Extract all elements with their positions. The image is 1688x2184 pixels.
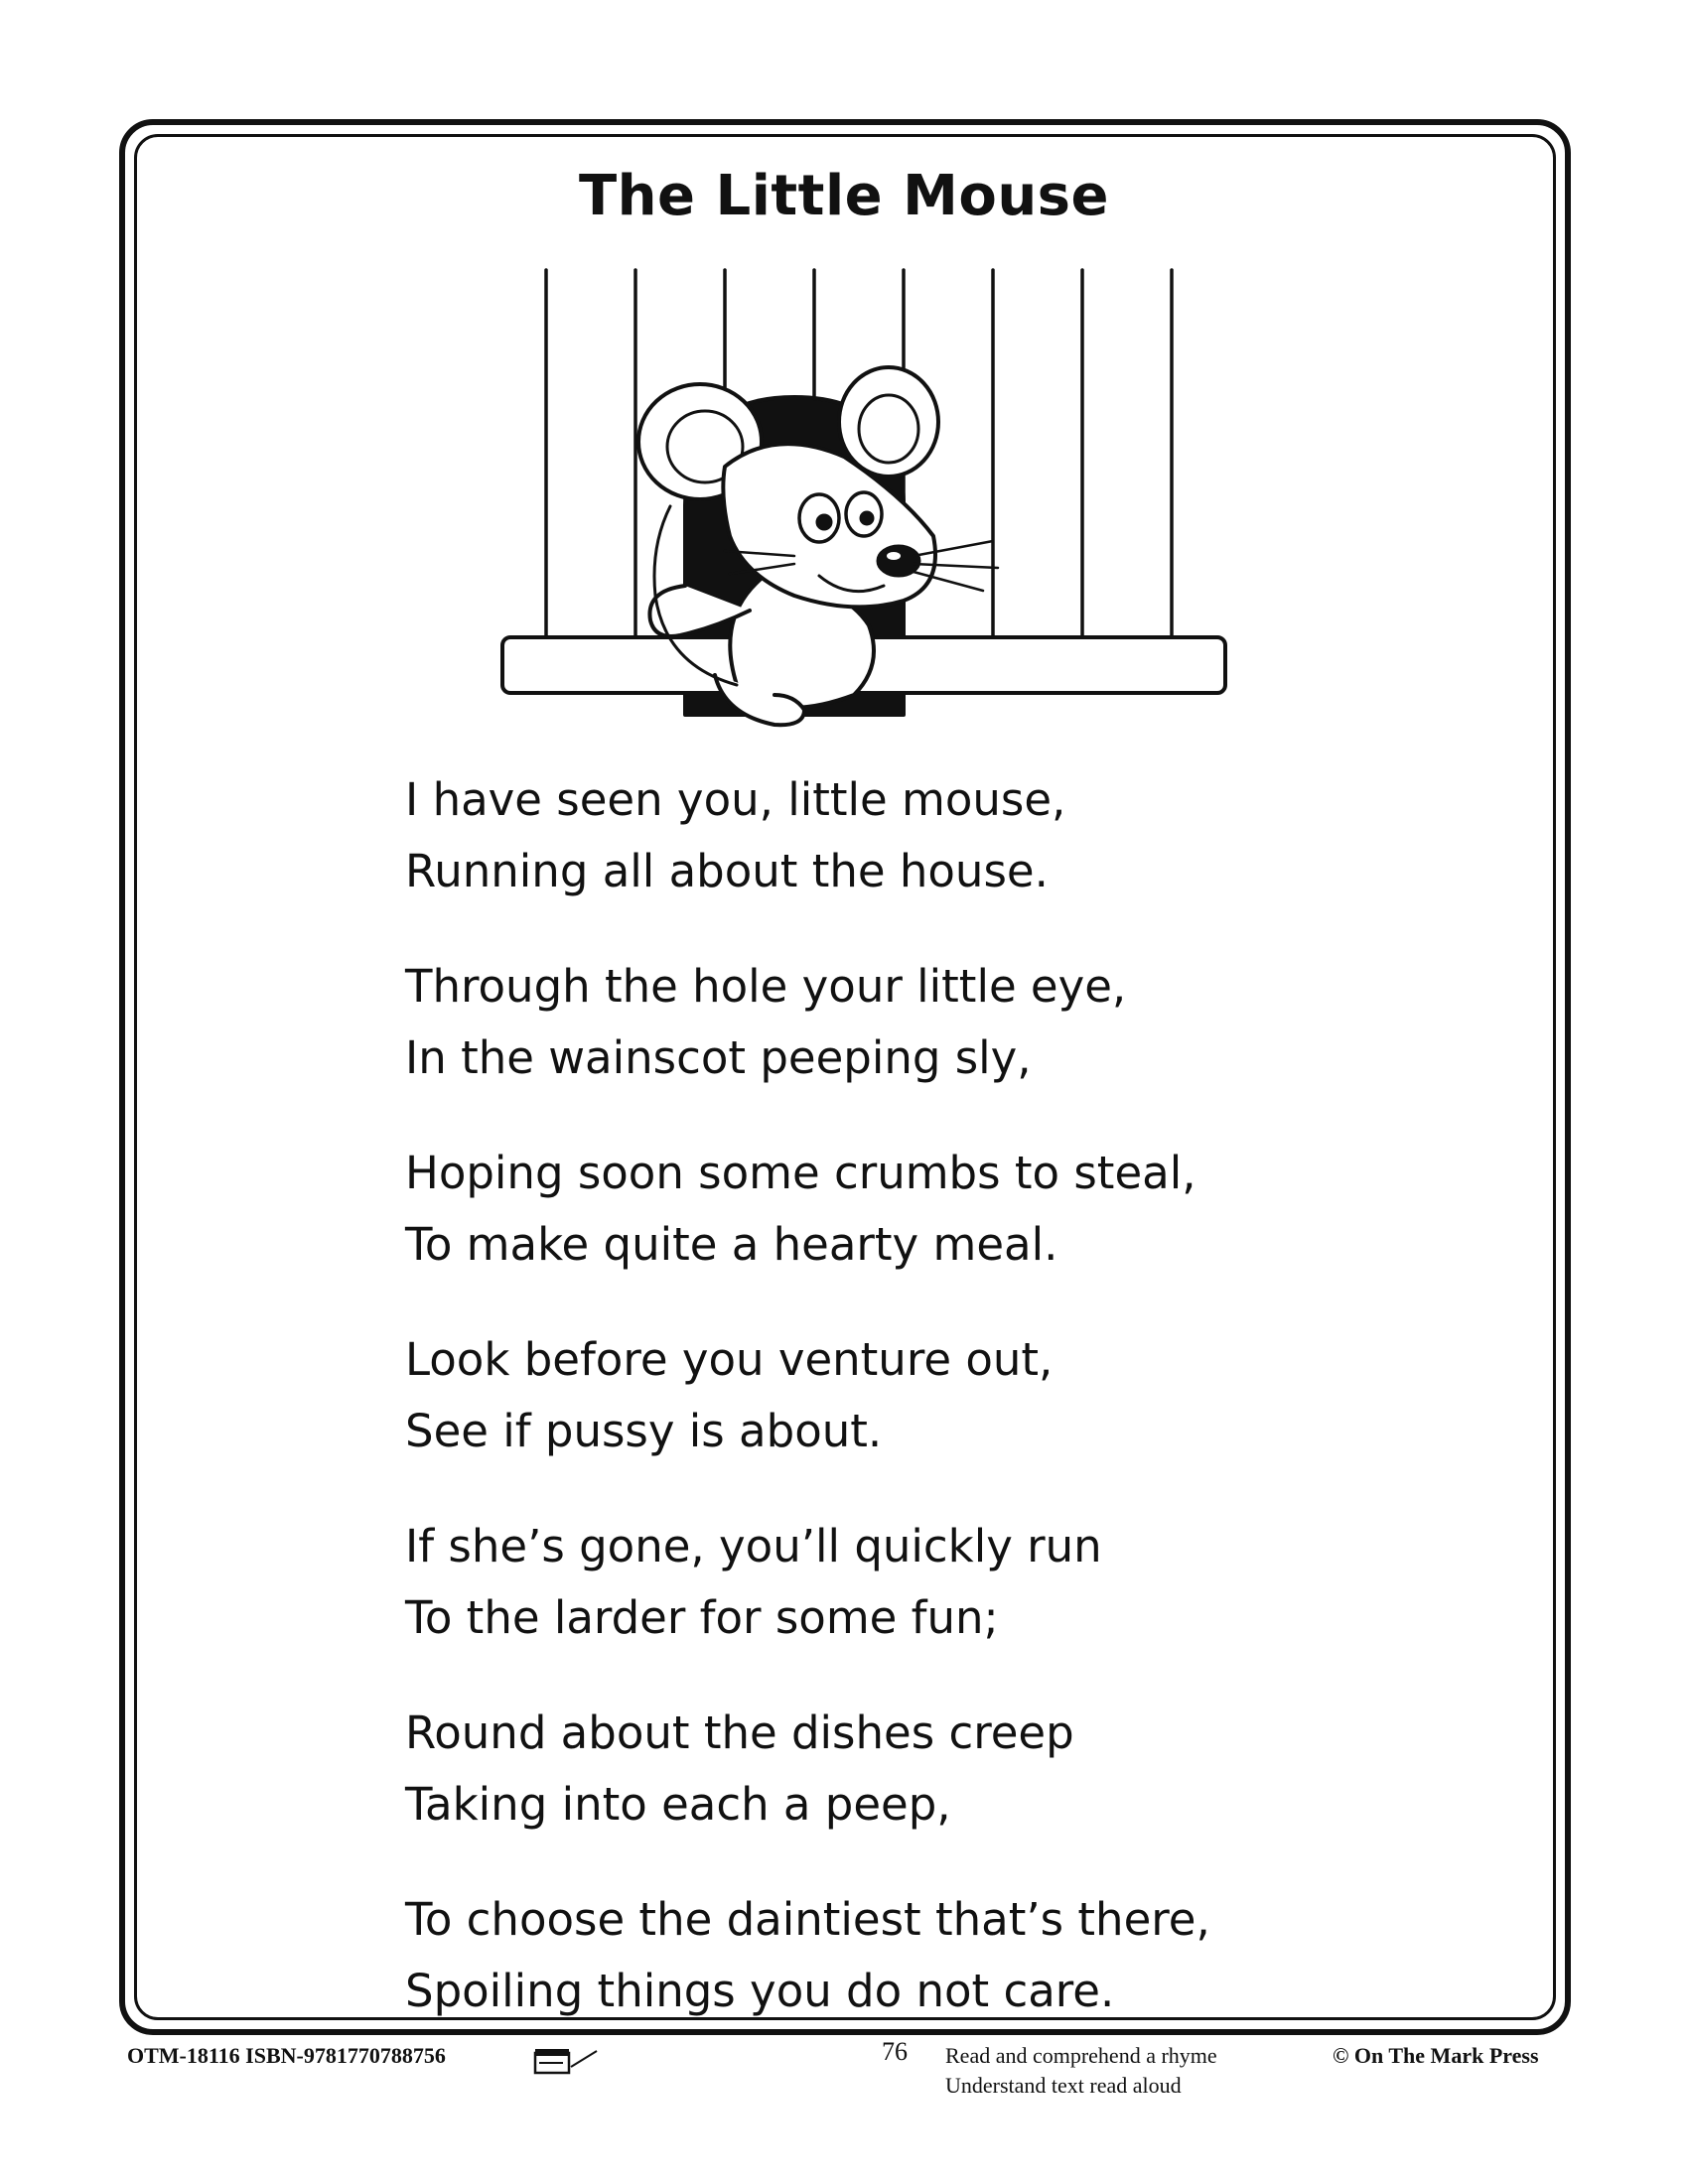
stanza [405, 1698, 1398, 1841]
stanza [405, 764, 1398, 907]
stanza [405, 951, 1398, 1094]
stanza [405, 1511, 1398, 1654]
mouse-illustration [477, 258, 1231, 754]
poem-line: I have seen you, little mouse, [405, 773, 1066, 826]
page-number: 76 [882, 2037, 908, 2066]
objective-understand: Understand text read aloud [945, 2073, 1182, 2098]
poem-line: Through the hole your little eye, [405, 960, 1127, 1013]
footer-product-code: OTM-18116 ISBN-9781770788756 [127, 2043, 446, 2068]
stanza [405, 1884, 1398, 2027]
poem [405, 764, 1398, 2071]
poem-line: Round about the dishes creep [405, 1706, 1074, 1759]
stanza [405, 1138, 1398, 1281]
stanza [405, 1324, 1398, 1467]
poem-line: If she’s gone, you’ll quickly run [405, 1520, 1102, 1572]
poem-line: Look before you venture out, [405, 1333, 1054, 1386]
poem-line: Spoiling things you do not care. [405, 1965, 1115, 2017]
poem-line: To make quite a hearty meal. [405, 1218, 1058, 1271]
poem-line: In the wainscot peeping sly, [405, 1031, 1032, 1084]
footer-copyright: © On The Mark Press [1333, 2043, 1539, 2068]
poem-line: To choose the daintiest that’s there, [405, 1893, 1210, 1946]
poem-line: Running all about the house. [405, 845, 1049, 897]
poem-line: Taking into each a peep, [405, 1778, 951, 1831]
book-icon [533, 2047, 603, 2077]
objective-read: Read and comprehend a rhyme [945, 2043, 1217, 2068]
poem-line: Hoping soon some crumbs to steal, [405, 1147, 1196, 1199]
poem-line: To the larder for some fun; [405, 1591, 999, 1644]
poem-line: See if pussy is about. [405, 1405, 883, 1457]
footer-objectives [945, 2041, 1217, 2101]
page-title: The Little Mouse [578, 164, 1109, 228]
